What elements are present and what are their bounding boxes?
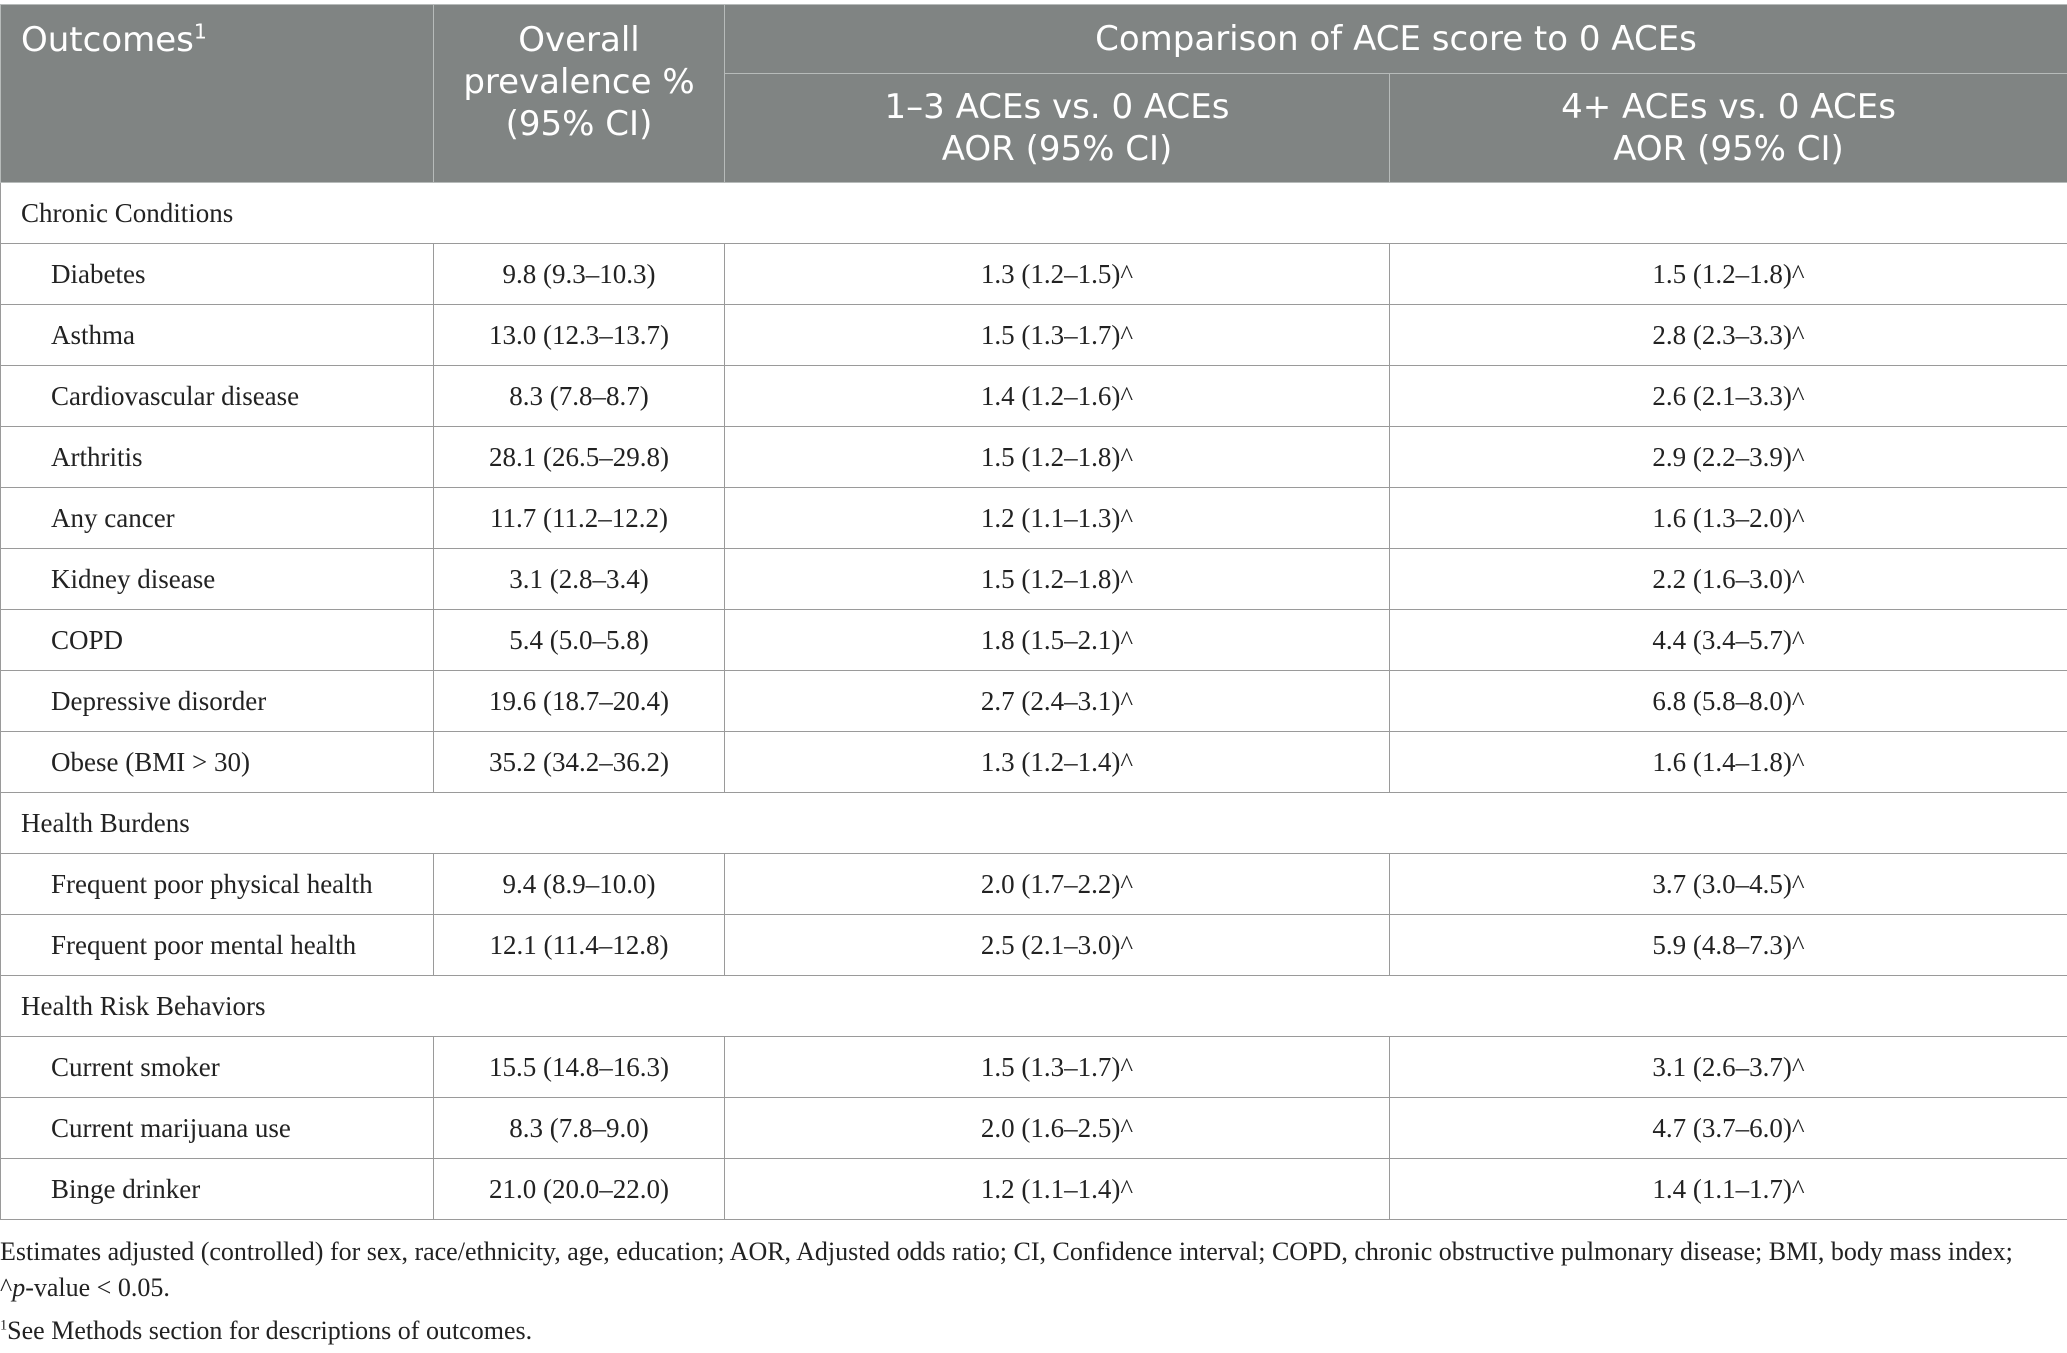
outcome-cell: Kidney disease bbox=[1, 549, 434, 610]
table-row bbox=[1, 549, 2067, 610]
prevalence-cell: 19.6 (18.7–20.4) bbox=[434, 671, 725, 732]
table-row bbox=[1, 488, 2067, 549]
aor-4-plus-cell: 2.2 (1.6–3.0)^ bbox=[1390, 549, 2067, 610]
aor-1-3-cell: 1.3 (1.2–1.5)^ bbox=[725, 244, 1390, 305]
prevalence-cell: 35.2 (34.2–36.2) bbox=[434, 732, 725, 793]
prevalence-cell: 11.7 (11.2–12.2) bbox=[434, 488, 725, 549]
aor-1-3-cell: 1.4 (1.2–1.6)^ bbox=[725, 366, 1390, 427]
outcomes-table bbox=[0, 4, 2067, 1220]
aor-4-plus-cell: 1.4 (1.1–1.7)^ bbox=[1390, 1159, 2067, 1220]
outcome-cell: Arthritis bbox=[1, 427, 434, 488]
outcome-cell: Current marijuana use bbox=[1, 1098, 434, 1159]
footnote-abbreviations: Estimates adjusted (controlled) for sex, race/ethnicity, age, education; AOR, Adjusted odds ratio; CI, Confidence interval; COPD, chronic obstructive pulmonary disease; BMI, body mass index; ^p-value < 0.05. bbox=[0, 1237, 2013, 1302]
aor-4-plus-cell: 4.4 (3.4–5.7)^ bbox=[1390, 610, 2067, 671]
aor-1-3-cell: 2.7 (2.4–3.1)^ bbox=[725, 671, 1390, 732]
table-row bbox=[1, 244, 2067, 305]
table-row bbox=[1, 366, 2067, 427]
section-title: Health Burdens bbox=[1, 793, 2067, 854]
table-row bbox=[1, 732, 2067, 793]
aor-1-3-cell: 1.3 (1.2–1.4)^ bbox=[725, 732, 1390, 793]
outcome-cell: Cardiovascular disease bbox=[1, 366, 434, 427]
aor-4-plus-cell: 5.9 (4.8–7.3)^ bbox=[1390, 915, 2067, 976]
section-row bbox=[1, 183, 2067, 244]
aor-1-3-cell: 1.2 (1.1–1.4)^ bbox=[725, 1159, 1390, 1220]
aor-1-3-cell: 2.0 (1.6–2.5)^ bbox=[725, 1098, 1390, 1159]
outcome-cell: COPD bbox=[1, 610, 434, 671]
section-title: Chronic Conditions bbox=[1, 183, 2067, 244]
prevalence-cell: 3.1 (2.8–3.4) bbox=[434, 549, 725, 610]
aor-1-3-cell: 1.5 (1.3–1.7)^ bbox=[725, 1037, 1390, 1098]
header-prevalence: Overall prevalence % (95% CI) bbox=[434, 5, 725, 183]
prevalence-cell: 5.4 (5.0–5.8) bbox=[434, 610, 725, 671]
aor-1-3-cell: 1.8 (1.5–2.1)^ bbox=[725, 610, 1390, 671]
prevalence-cell: 8.3 (7.8–8.7) bbox=[434, 366, 725, 427]
table-row bbox=[1, 1159, 2067, 1220]
table-row bbox=[1, 1098, 2067, 1159]
prevalence-cell: 28.1 (26.5–29.8) bbox=[434, 427, 725, 488]
footnote-methods: $^1$See Methods section for descriptions of outcomes. bbox=[0, 1316, 533, 1345]
prevalence-cell: 15.5 (14.8–16.3) bbox=[434, 1037, 725, 1098]
outcome-cell: Diabetes bbox=[1, 244, 434, 305]
outcome-cell: Frequent poor mental health bbox=[1, 915, 434, 976]
section-row bbox=[1, 793, 2067, 854]
aor-4-plus-cell: 3.7 (3.0–4.5)^ bbox=[1390, 854, 2067, 915]
header-comparison: Comparison of ACE score to 0 ACEs bbox=[725, 5, 2067, 74]
prevalence-cell: 8.3 (7.8–9.0) bbox=[434, 1098, 725, 1159]
section-title: Health Risk Behaviors bbox=[1, 976, 2067, 1037]
aor-1-3-cell: 2.0 (1.7–2.2)^ bbox=[725, 854, 1390, 915]
header-outcomes: Outcomes$^1$ bbox=[1, 5, 434, 183]
outcome-cell: Current smoker bbox=[1, 1037, 434, 1098]
outcome-cell: Any cancer bbox=[1, 488, 434, 549]
outcome-cell: Frequent poor physical health bbox=[1, 854, 434, 915]
table-row bbox=[1, 305, 2067, 366]
aor-4-plus-cell: 1.6 (1.4–1.8)^ bbox=[1390, 732, 2067, 793]
section-row bbox=[1, 976, 2067, 1037]
aor-4-plus-cell: 1.6 (1.3–2.0)^ bbox=[1390, 488, 2067, 549]
aor-4-plus-cell: 2.9 (2.2–3.9)^ bbox=[1390, 427, 2067, 488]
prevalence-cell: 13.0 (12.3–13.7) bbox=[434, 305, 725, 366]
outcome-cell: Binge drinker bbox=[1, 1159, 434, 1220]
aor-1-3-cell: 1.5 (1.3–1.7)^ bbox=[725, 305, 1390, 366]
table-body bbox=[1, 183, 2067, 1220]
table-row bbox=[1, 671, 2067, 732]
aor-4-plus-cell: 2.8 (2.3–3.3)^ bbox=[1390, 305, 2067, 366]
table-row bbox=[1, 854, 2067, 915]
table-row bbox=[1, 427, 2067, 488]
outcome-cell: Depressive disorder bbox=[1, 671, 434, 732]
aor-1-3-cell: 2.5 (2.1–3.0)^ bbox=[725, 915, 1390, 976]
outcome-cell: Asthma bbox=[1, 305, 434, 366]
table-row bbox=[1, 915, 2067, 976]
aor-1-3-cell: 1.5 (1.2–1.8)^ bbox=[725, 549, 1390, 610]
prevalence-cell: 9.4 (8.9–10.0) bbox=[434, 854, 725, 915]
aor-4-plus-cell: 6.8 (5.8–8.0)^ bbox=[1390, 671, 2067, 732]
table-row bbox=[1, 1037, 2067, 1098]
prevalence-cell: 9.8 (9.3–10.3) bbox=[434, 244, 725, 305]
aor-1-3-cell: 1.5 (1.2–1.8)^ bbox=[725, 427, 1390, 488]
aor-4-plus-cell: 4.7 (3.7–6.0)^ bbox=[1390, 1098, 2067, 1159]
aor-4-plus-cell: 2.6 (2.1–3.3)^ bbox=[1390, 366, 2067, 427]
outcome-cell: Obese (BMI > 30) bbox=[1, 732, 434, 793]
aor-1-3-cell: 1.2 (1.1–1.3)^ bbox=[725, 488, 1390, 549]
aor-4-plus-cell: 1.5 (1.2–1.8)^ bbox=[1390, 244, 2067, 305]
prevalence-cell: 21.0 (20.0–22.0) bbox=[434, 1159, 725, 1220]
aor-4-plus-cell: 3.1 (2.6–3.7)^ bbox=[1390, 1037, 2067, 1098]
table-row bbox=[1, 610, 2067, 671]
header-1-3-aces: 1–3 ACEs vs. 0 ACEs AOR (95% CI) bbox=[725, 74, 1390, 183]
prevalence-cell: 12.1 (11.4–12.8) bbox=[434, 915, 725, 976]
header-4-plus-aces: 4+ ACEs vs. 0 ACEs AOR (95% CI) bbox=[1390, 74, 2067, 183]
